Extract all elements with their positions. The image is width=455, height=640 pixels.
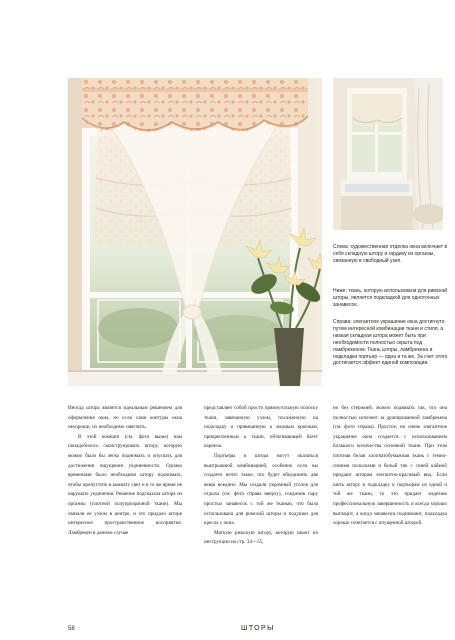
side-photo-window-nook: [333, 78, 443, 230]
text-column-3: [333, 404, 447, 529]
window-illustration: [68, 78, 322, 386]
paragraph: В этой комнате (см. фото выше) нам понадобилось сконструировать штору, которую можно было бы легко поднимать и опускать для достижения ощущения уединенности. Однако временами было необходимо штору поднимать, чтобы пропустить в комнату свет и в то же время не нарушать уединения. Решение подсказала штора из органзы (плотной полупрозрачной ткани). Мы связали ее узлом в центре, и это придало шторе интересное пространственное восприятие. Ламбрекен в данном случае: [68, 433, 182, 536]
paragraph: Иногда штора является идеальным решением для оформления окна, но если сами контуры окна нехороши, их необходимо смягчить.: [68, 405, 182, 431]
paragraph: Мягкую римскую штору, которую шьют по инструкции на стр. 34—35,: [204, 529, 318, 546]
paragraph: но без стержней, можно подвязать так, что она полностью исчезнет за драпированной ламбрекена (см. фото справа). Простое, но очень элегантное украшение окна создается с использованием большого количества основной ткани. При этом плотная белая хлопчатобумажная ткань с темно-синими полосками и белый тик с синей каймой придают шторам элегантно-красивый вид. Если шить штору и подкладку к портьерам из одной и той же ткани, то это придает изделию профессиональную завершенность и всегда хорошо выглядит, а когда занавески поднимают, подкладка хорошо сочетается с опущенной шторой.: [333, 405, 447, 527]
photo-caption-below: Ниже: ткань, которую использовали для римской шторы, является подкладкой для однотонных занавесок.: [333, 288, 448, 308]
paragraph: представляет собой просто прямоугольную полоску ткани, завязанную узлом, посаженную на подкладку и привязанную к медным крючкам, прикрепленным к ткани, обтягивающей багет карниза.: [204, 405, 318, 450]
paragraph: Портьеры и штора могут оказаться выигрышной комбинацией, особенно если вы создаете нечто такое, что будет объединять две вещи воедино. Мы создали укромный уголок для отдыха (см. фото справа вверху), соединив пару простых занавесок с той же тканью, что была использована для римской шторы и подушки для кресла у окна.: [204, 452, 318, 527]
photo-caption-left: Слева: художественная отделка окна включает в себя складную штору и гардину из органзы, связанную в свободный узел.: [333, 244, 448, 264]
photo-caption-right: Справа: элегантное украшение окна достигнуто путем интересной комбинации ткани и стиля, а низкая складная штора может быть при необходимости полностью скрыта под ламбрекеном. Ткань шторы, ламбрекена и подкладки портьер — одна и та же. За счет этого достигается эффект единой композиции.: [333, 319, 448, 367]
main-photo-window-blind: [68, 78, 322, 386]
text-column-2: [204, 404, 318, 548]
nook-illustration: [333, 78, 443, 230]
running-title: ШТОРЫ: [241, 625, 275, 632]
page-number: 58: [68, 626, 75, 632]
text-column-1: [68, 404, 182, 538]
